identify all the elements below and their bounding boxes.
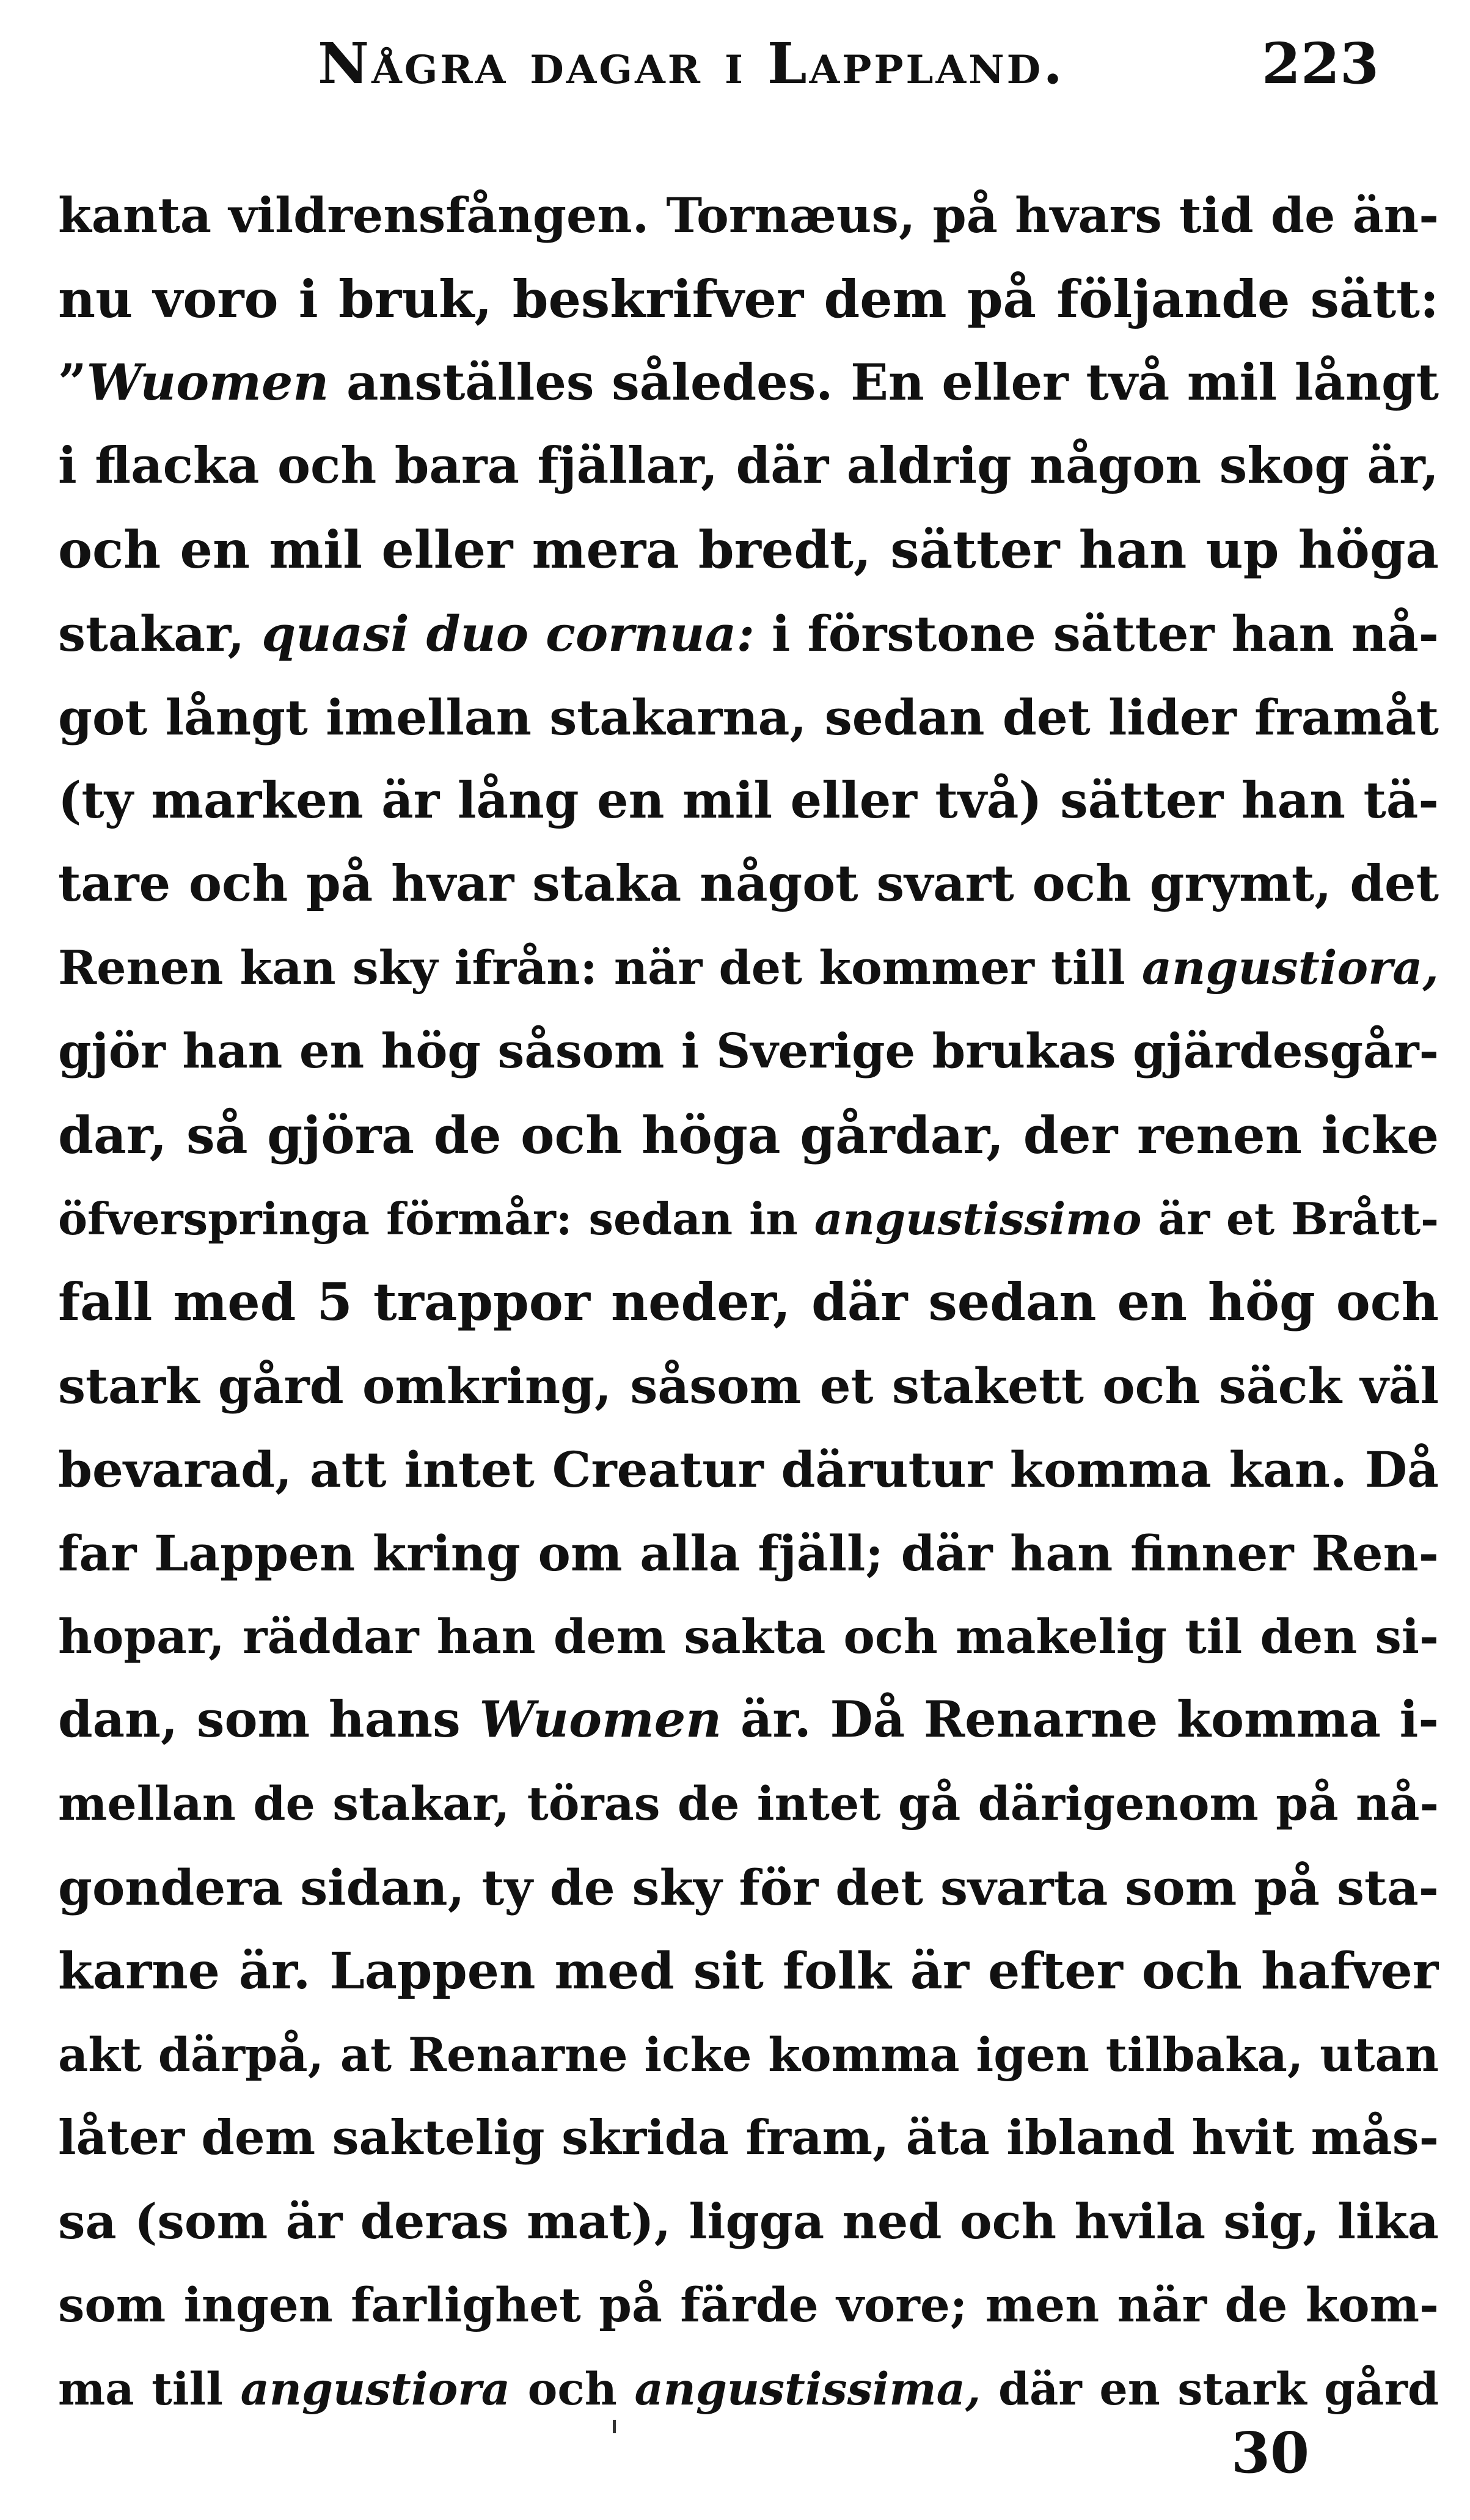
italic-phrase: Wuomen bbox=[479, 1691, 722, 1749]
italic-phrase: angustissimo bbox=[814, 1192, 1142, 1245]
text-line bbox=[58, 1094, 1439, 1178]
page-number: 223 bbox=[1262, 31, 1380, 97]
signature-mark: 30 bbox=[1231, 2420, 1310, 2486]
text-run: låter dem saktelig skrida fram, äta ibland hvit mås- bbox=[58, 2110, 1439, 2166]
text-run: stark gård omkring, såsom et stakett och säck väl bbox=[58, 1357, 1439, 1415]
text-line bbox=[58, 843, 1439, 926]
text-run: är. Då Renarne komma i- bbox=[722, 1691, 1439, 1749]
text-run: bevarad, att intet Creatur därutur komma kan. Då bbox=[58, 1440, 1439, 1498]
text-run: mellan de stakar, töras de intet gå därigenom på nå- bbox=[58, 1776, 1439, 1831]
text-line bbox=[58, 174, 1439, 258]
text-run: öfverspringa förmår: sedan in bbox=[58, 1192, 814, 1245]
text-line bbox=[58, 1344, 1439, 1428]
text-line bbox=[58, 2180, 1439, 2264]
text-run: stakar, bbox=[58, 604, 262, 662]
text-line bbox=[58, 1512, 1439, 1595]
text-line bbox=[58, 1261, 1439, 1344]
text-run: akt därpå, at Renarne icke komma igen tilbaka, utan bbox=[58, 2027, 1439, 2082]
text-run: far Lappen kring om alla fjäll; där han finner Ren- bbox=[58, 1524, 1439, 1582]
text-run: och en mil eller mera bredt, sätter han up höga bbox=[58, 519, 1439, 581]
text-run: Renen kan sky ifrån: när det kommer till bbox=[58, 940, 1142, 995]
text-run: hopar, räddar han dem sakta och makelig til den si- bbox=[58, 1609, 1439, 1665]
text-line bbox=[58, 2097, 1439, 2180]
text-run: anställes således. En eller två mil långt bbox=[329, 353, 1439, 412]
text-line bbox=[58, 2013, 1439, 2097]
text-line bbox=[58, 676, 1439, 760]
text-line bbox=[58, 2348, 1439, 2431]
text-line bbox=[58, 508, 1439, 592]
text-line bbox=[58, 342, 1439, 425]
text-line bbox=[58, 1595, 1439, 1679]
text-run: got långt imellan stakarna, sedan det lider framåt bbox=[58, 688, 1439, 746]
text-run: och bbox=[510, 2362, 635, 2416]
text-run: karne är. Lappen med sit folk är efter och hafver bbox=[58, 1941, 1439, 2001]
text-run: dar, så gjöra de och höga gårdar, der renen icke bbox=[58, 1105, 1439, 1165]
text-line bbox=[58, 1930, 1439, 2013]
text-run: där en stark gård bbox=[981, 2362, 1439, 2416]
text-run: fall med 5 trappor neder, där sedan en hög och bbox=[58, 1272, 1439, 1333]
text-line bbox=[58, 926, 1439, 1010]
italic-phrase: quasi duo cornua: bbox=[261, 604, 755, 662]
text-line bbox=[58, 2264, 1439, 2348]
text-run: som ingen farlighet på färde vore; men när de kom- bbox=[58, 2277, 1439, 2333]
text-run: i flacka och bara fjällar, där aldrig någon skog är, bbox=[58, 437, 1439, 496]
text-line bbox=[58, 760, 1439, 843]
running-head bbox=[0, 24, 1470, 104]
text-run: nu voro i bruk, beskrifver dem på följande sätt: bbox=[58, 268, 1439, 329]
italic-phrase: angustiora, bbox=[1141, 940, 1439, 995]
text-run: gondera sidan, ty de sky för det svarta som på sta- bbox=[58, 1858, 1439, 1916]
text-line bbox=[58, 1428, 1439, 1512]
text-line bbox=[58, 592, 1439, 676]
running-title: Några dagar i Lappland. bbox=[318, 31, 1066, 97]
text-line bbox=[58, 1679, 1439, 1762]
text-run: dan, som hans bbox=[58, 1691, 480, 1749]
body-text bbox=[58, 174, 1439, 2431]
text-line bbox=[58, 1762, 1439, 1846]
text-run: ” bbox=[58, 353, 87, 412]
italic-phrase: angustiora bbox=[240, 2362, 511, 2416]
text-run: sa (som är deras mat), ligga ned och hvila sig, lika bbox=[58, 2193, 1439, 2251]
text-line bbox=[58, 425, 1439, 508]
text-run: är et Brått- bbox=[1141, 1192, 1439, 1245]
text-run: kanta vildrensfången. Tornæus, på hvars tid de än- bbox=[58, 187, 1439, 244]
text-run: gjör han en hög såsom i Sverige brukas gjärdesgår- bbox=[58, 1023, 1439, 1079]
italic-phrase: angustissima, bbox=[634, 2362, 981, 2416]
text-run: i förstone sätter han nå- bbox=[755, 604, 1439, 662]
text-run: ma till bbox=[58, 2362, 241, 2416]
text-line bbox=[58, 1846, 1439, 1930]
text-line bbox=[58, 1010, 1439, 1094]
text-run: tare och på hvar staka något svart och grymt, det bbox=[58, 855, 1439, 914]
text-line bbox=[58, 258, 1439, 342]
italic-phrase: Wuomen bbox=[86, 353, 329, 412]
print-speck bbox=[613, 2420, 616, 2433]
text-line bbox=[58, 1178, 1439, 1261]
text-run: (ty marken är lång en mil eller två) sätter han tä- bbox=[58, 771, 1439, 830]
